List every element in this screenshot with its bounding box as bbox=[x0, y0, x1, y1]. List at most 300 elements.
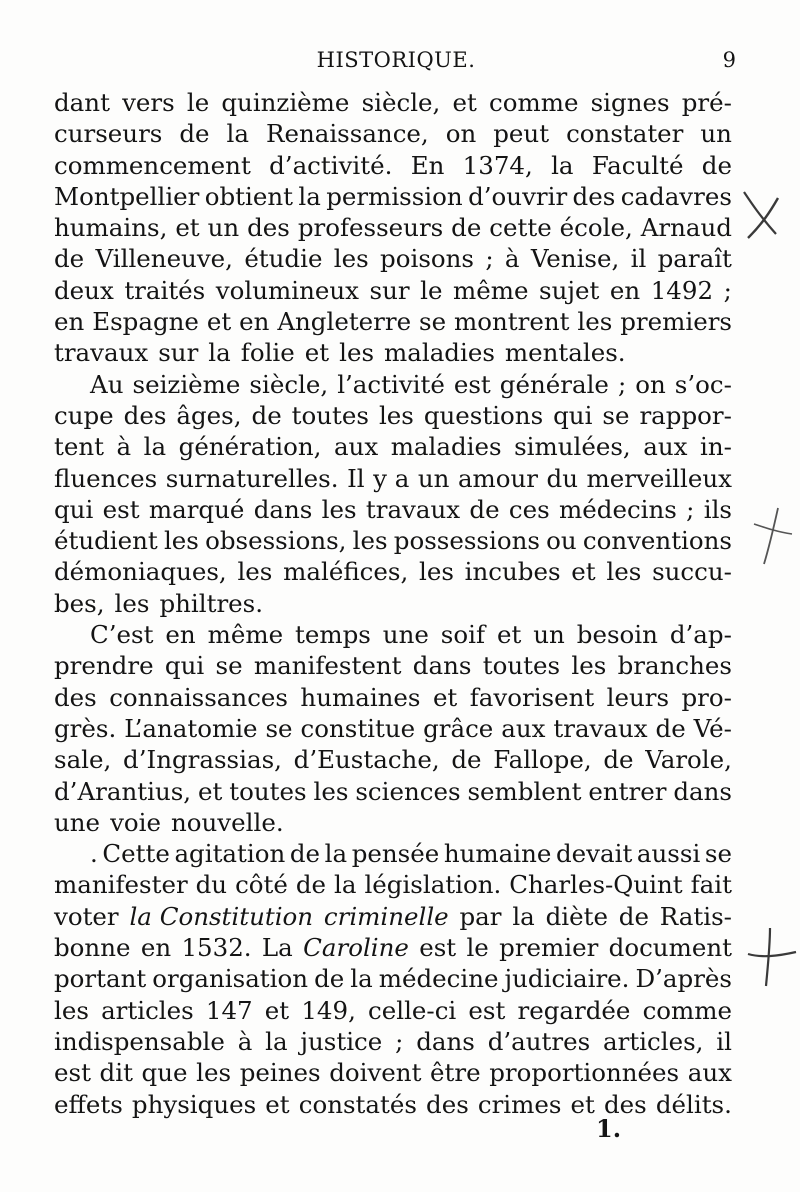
word: aux bbox=[643, 432, 688, 462]
word: commencement bbox=[54, 150, 251, 180]
word: qui bbox=[54, 494, 94, 524]
word: nouvelle. bbox=[171, 807, 284, 837]
word: Montpellier bbox=[54, 181, 200, 211]
word: effets bbox=[54, 1089, 123, 1119]
word: se bbox=[419, 307, 447, 337]
word: et bbox=[571, 557, 596, 587]
word: aux bbox=[501, 713, 546, 743]
word: les bbox=[114, 588, 150, 618]
word: est bbox=[468, 995, 506, 1025]
word: côté bbox=[235, 870, 288, 900]
word: de bbox=[469, 494, 500, 524]
word: Venise, bbox=[530, 244, 620, 274]
word: Au bbox=[90, 369, 124, 399]
word: criminelle bbox=[323, 901, 449, 931]
word: premiers bbox=[620, 307, 732, 337]
word: quinzième bbox=[221, 88, 350, 117]
word: maladies bbox=[384, 338, 495, 368]
word: d’activité. bbox=[269, 150, 393, 180]
word: les bbox=[321, 494, 357, 524]
text-line bbox=[54, 213, 732, 244]
word: délits. bbox=[655, 1089, 732, 1119]
word: de bbox=[295, 870, 327, 900]
word: tent bbox=[54, 432, 104, 462]
word: siècle, bbox=[361, 88, 441, 117]
word: d’autres bbox=[487, 1026, 591, 1056]
word: dans bbox=[416, 1026, 475, 1056]
word: besoin bbox=[576, 620, 658, 650]
word: que bbox=[141, 1058, 188, 1088]
word: aux bbox=[687, 1058, 732, 1088]
word: se bbox=[215, 651, 243, 681]
word: indispensable bbox=[54, 1026, 225, 1056]
word: sur bbox=[369, 275, 410, 305]
word: soif bbox=[440, 620, 486, 650]
word: amour bbox=[457, 463, 539, 493]
word: humaine bbox=[443, 839, 552, 869]
word: des bbox=[426, 1089, 469, 1119]
word: manifestent bbox=[253, 651, 402, 681]
word: ou bbox=[546, 526, 577, 556]
text-line bbox=[54, 902, 732, 933]
word: les bbox=[333, 244, 369, 274]
word: conventions bbox=[582, 526, 732, 556]
word: bonne bbox=[54, 933, 131, 963]
word: dans bbox=[253, 494, 313, 524]
word: et bbox=[432, 682, 458, 712]
word: ils bbox=[703, 494, 732, 524]
word: des bbox=[54, 682, 97, 712]
word: agitation bbox=[174, 839, 286, 869]
word: surnaturelles. bbox=[165, 463, 339, 493]
word: vers bbox=[122, 88, 175, 117]
word: il bbox=[716, 1026, 732, 1056]
word: sale, bbox=[54, 745, 112, 775]
word: des bbox=[123, 400, 167, 430]
text-line bbox=[54, 1027, 732, 1058]
word: articles, bbox=[603, 1026, 704, 1056]
word: une bbox=[382, 620, 429, 650]
word: comme bbox=[642, 995, 732, 1025]
word: âges, bbox=[176, 400, 242, 430]
word: mentales. bbox=[504, 338, 626, 368]
word: de bbox=[179, 119, 210, 149]
word: aux bbox=[333, 432, 379, 462]
word: permission bbox=[326, 181, 463, 211]
word: se bbox=[265, 713, 293, 743]
word: grès. bbox=[54, 713, 117, 743]
word: 1492 bbox=[650, 275, 714, 305]
word: comme bbox=[489, 88, 579, 117]
word: est bbox=[419, 933, 457, 963]
word: branches bbox=[617, 651, 732, 681]
word: ces bbox=[508, 494, 550, 524]
word: et bbox=[206, 307, 232, 337]
word: la bbox=[551, 150, 574, 180]
word: du bbox=[546, 463, 579, 493]
word: en bbox=[54, 307, 85, 337]
word: maléfices, bbox=[283, 557, 409, 587]
word: la bbox=[512, 901, 535, 931]
word: de bbox=[618, 901, 649, 931]
word: dit bbox=[99, 1058, 133, 1088]
word: qui bbox=[553, 400, 593, 430]
word: en bbox=[165, 620, 196, 650]
word: Caroline bbox=[303, 933, 409, 963]
text-line bbox=[54, 996, 732, 1027]
word: 149, bbox=[301, 995, 356, 1025]
word: et bbox=[304, 338, 330, 368]
word: on bbox=[635, 369, 666, 399]
word: manifester bbox=[54, 870, 188, 900]
word: la bbox=[265, 1026, 288, 1056]
word: et bbox=[265, 1089, 290, 1119]
text-line bbox=[54, 119, 732, 150]
word: aussi bbox=[636, 839, 701, 869]
word: étudie bbox=[244, 244, 323, 274]
word: 1532. bbox=[181, 933, 252, 963]
word: y a bbox=[373, 463, 410, 493]
word: montrent bbox=[454, 307, 570, 337]
text-line bbox=[54, 432, 732, 463]
word: par bbox=[459, 901, 502, 931]
text-line bbox=[54, 276, 732, 307]
word: les bbox=[606, 557, 642, 587]
word: les bbox=[237, 557, 273, 587]
word: du bbox=[195, 870, 228, 900]
word: école, bbox=[559, 213, 633, 243]
word: En bbox=[410, 150, 445, 180]
word: ; bbox=[723, 275, 732, 305]
word: ; bbox=[617, 369, 627, 399]
word: on bbox=[445, 119, 477, 149]
word: la bbox=[208, 338, 231, 368]
word: seizième bbox=[132, 369, 241, 399]
word: est bbox=[102, 494, 140, 524]
word: professeurs bbox=[297, 213, 444, 243]
word: cadavres bbox=[620, 181, 732, 211]
word: toutes bbox=[229, 776, 307, 806]
text-line bbox=[54, 870, 732, 901]
word: peut bbox=[493, 119, 550, 149]
word: à bbox=[504, 244, 520, 274]
text-line bbox=[54, 933, 732, 964]
word: les bbox=[571, 651, 607, 681]
word: Vé- bbox=[693, 713, 732, 743]
word: de bbox=[251, 400, 282, 430]
word: deux bbox=[54, 275, 114, 305]
word: proportionnées bbox=[489, 1058, 680, 1088]
text-line bbox=[54, 1058, 732, 1089]
word: et bbox=[570, 1089, 595, 1119]
word: de bbox=[603, 745, 634, 775]
word: médecins bbox=[559, 494, 677, 524]
word: Espagne bbox=[92, 307, 199, 337]
word: constater bbox=[566, 119, 684, 149]
word: de bbox=[701, 150, 732, 180]
word: peines bbox=[239, 1058, 321, 1088]
text-line bbox=[54, 714, 732, 745]
word: siècle, bbox=[249, 369, 329, 399]
word: voter bbox=[54, 901, 119, 931]
word: favorisent bbox=[469, 682, 595, 712]
word: L’anatomie bbox=[124, 713, 258, 743]
word: organisation bbox=[152, 964, 309, 994]
word: La bbox=[261, 933, 293, 963]
word: Il bbox=[347, 463, 365, 493]
word: et bbox=[264, 995, 290, 1025]
word: obtient bbox=[204, 181, 293, 211]
word: maladies bbox=[390, 432, 502, 462]
running-title: HISTORIQUE. bbox=[316, 48, 476, 72]
word: leurs bbox=[606, 682, 670, 712]
word: Fallope, bbox=[493, 745, 592, 775]
text-line bbox=[54, 683, 732, 714]
word: fluences bbox=[54, 463, 158, 493]
word: Ratis- bbox=[659, 901, 732, 931]
text-line bbox=[54, 745, 732, 776]
word: même bbox=[453, 275, 529, 305]
word: D’après bbox=[635, 964, 732, 994]
word: à bbox=[116, 432, 132, 462]
text-line bbox=[54, 464, 732, 495]
word: les bbox=[378, 400, 414, 430]
word: génération, bbox=[178, 432, 322, 462]
word: un bbox=[417, 463, 450, 493]
word: d’ap- bbox=[669, 620, 732, 650]
word: Charles-Quint bbox=[509, 870, 683, 900]
text-line bbox=[54, 620, 732, 651]
word: la bbox=[324, 839, 348, 869]
word: Renaissance, bbox=[266, 119, 429, 149]
word: paraît bbox=[657, 244, 732, 274]
word: Angleterre bbox=[277, 307, 412, 337]
word: volumineux bbox=[215, 275, 359, 305]
word: toutes bbox=[482, 651, 561, 681]
word: il bbox=[630, 244, 647, 274]
word: la bbox=[350, 964, 373, 994]
word: fait bbox=[690, 870, 732, 900]
word: poisons bbox=[380, 244, 474, 274]
word: merveilleux bbox=[586, 463, 732, 493]
word: et bbox=[198, 776, 223, 806]
word: d’Eustache, bbox=[293, 745, 440, 775]
word: 1374, bbox=[462, 150, 533, 180]
word: la Constitution bbox=[129, 901, 314, 931]
text-line bbox=[54, 526, 732, 557]
word: les bbox=[163, 526, 199, 556]
word: est bbox=[453, 369, 491, 399]
word: justice bbox=[300, 1026, 383, 1056]
word: devait bbox=[556, 839, 633, 869]
word: Villeneuve, bbox=[95, 244, 233, 274]
word: dant bbox=[54, 88, 110, 117]
word: la bbox=[334, 870, 357, 900]
word: en bbox=[609, 275, 641, 305]
text-line bbox=[54, 964, 732, 995]
word: bes, bbox=[54, 588, 105, 618]
word: de bbox=[54, 244, 85, 274]
word: articles bbox=[101, 995, 194, 1025]
margin-cross-mark-3 bbox=[744, 924, 798, 990]
page-number: 9 bbox=[722, 48, 736, 72]
word: cupe bbox=[54, 400, 114, 430]
word: pré- bbox=[681, 88, 732, 117]
word: folie bbox=[240, 338, 295, 368]
word: 147 bbox=[205, 995, 253, 1025]
word: la bbox=[298, 181, 321, 211]
word: humains, bbox=[54, 213, 168, 243]
word: législation. bbox=[364, 870, 502, 900]
word: l’activité bbox=[337, 369, 445, 399]
text-line bbox=[54, 88, 732, 119]
word: diète bbox=[545, 901, 608, 931]
word: à bbox=[237, 1026, 253, 1056]
word: travaux bbox=[553, 713, 648, 743]
word: obsessions, bbox=[205, 526, 347, 556]
word: premier bbox=[499, 933, 599, 963]
word: médecine bbox=[378, 964, 499, 994]
text-line bbox=[54, 182, 732, 213]
word: les bbox=[339, 338, 375, 368]
word: sciences bbox=[355, 776, 461, 806]
word: des bbox=[247, 213, 290, 243]
word: le bbox=[466, 933, 489, 963]
text-line bbox=[54, 589, 732, 620]
word: une bbox=[54, 807, 101, 837]
word: est bbox=[54, 1058, 91, 1088]
margin-cross-mark-2 bbox=[748, 504, 796, 568]
word: philtres. bbox=[159, 588, 264, 618]
word: les bbox=[577, 307, 613, 337]
word: questions bbox=[423, 400, 544, 430]
word: ; bbox=[686, 494, 695, 524]
word: constitue bbox=[300, 713, 416, 743]
word: semblent bbox=[467, 776, 582, 806]
word: curseurs bbox=[54, 119, 163, 149]
word: humaines bbox=[300, 682, 421, 712]
word: sujet bbox=[539, 275, 600, 305]
word: la bbox=[226, 119, 249, 149]
text-line bbox=[54, 370, 732, 401]
word: Faculté bbox=[591, 150, 684, 180]
margin-cross-mark-1 bbox=[738, 186, 788, 246]
word: incubes bbox=[464, 557, 561, 587]
word: signes bbox=[590, 88, 670, 117]
word: constatés bbox=[298, 1089, 417, 1119]
word: en bbox=[239, 307, 270, 337]
word: possessions bbox=[393, 526, 540, 556]
word: in- bbox=[699, 432, 732, 462]
word: rappor- bbox=[639, 400, 732, 430]
word: document bbox=[608, 933, 732, 963]
running-head bbox=[56, 44, 736, 78]
word: un bbox=[207, 213, 240, 243]
word: être bbox=[430, 1058, 481, 1088]
word: marqué bbox=[148, 494, 245, 524]
word: de bbox=[655, 713, 686, 743]
word: crimes bbox=[477, 1089, 562, 1119]
word: d’Ingrassias, bbox=[123, 745, 282, 775]
word: de bbox=[451, 213, 482, 243]
text-line bbox=[54, 777, 732, 808]
word: succu- bbox=[652, 557, 732, 587]
word: pensée bbox=[351, 839, 440, 869]
word: dans bbox=[412, 651, 472, 681]
word: grâce bbox=[423, 713, 494, 743]
word: les bbox=[313, 776, 349, 806]
word: de bbox=[289, 839, 321, 869]
word: les bbox=[419, 557, 454, 587]
word: doivent bbox=[329, 1058, 422, 1088]
word: travaux bbox=[54, 338, 149, 368]
word: un bbox=[533, 620, 565, 650]
word: temps bbox=[295, 620, 371, 650]
word: physiques bbox=[131, 1089, 257, 1119]
text-line bbox=[54, 651, 732, 682]
word: démoniaques, bbox=[54, 557, 227, 587]
text-line bbox=[54, 151, 732, 182]
word: générale bbox=[499, 369, 609, 399]
text-line bbox=[54, 1090, 732, 1121]
word: traités bbox=[124, 275, 206, 305]
word: celle-ci bbox=[368, 995, 457, 1025]
text-line bbox=[54, 557, 732, 588]
word: s’oc- bbox=[674, 369, 732, 399]
word: simulées, bbox=[514, 432, 631, 462]
word: un bbox=[700, 119, 732, 149]
word: portant bbox=[54, 964, 147, 994]
word: et bbox=[175, 213, 200, 243]
word: connaissances bbox=[109, 682, 288, 712]
word: ; bbox=[485, 244, 494, 274]
signature-mark: 1. bbox=[596, 1114, 622, 1143]
text-line bbox=[54, 244, 732, 275]
word: voie bbox=[110, 807, 161, 837]
word: judiciaire. bbox=[504, 964, 630, 994]
word: Varole, bbox=[645, 745, 732, 775]
word: Cette bbox=[102, 839, 170, 869]
word: de bbox=[451, 745, 482, 775]
word: regardée bbox=[517, 995, 631, 1025]
body-text bbox=[54, 88, 732, 1121]
word: et bbox=[452, 88, 477, 117]
word: sur bbox=[158, 338, 199, 368]
word: les bbox=[352, 526, 388, 556]
text-line bbox=[54, 839, 732, 870]
word: la bbox=[143, 432, 167, 462]
word: des bbox=[604, 1089, 647, 1119]
word: se bbox=[602, 400, 630, 430]
word: les bbox=[54, 995, 89, 1025]
text-line bbox=[54, 495, 732, 526]
word: le bbox=[186, 88, 210, 117]
word: les bbox=[196, 1058, 232, 1088]
word: travaux bbox=[365, 494, 461, 524]
word: d’Arantius, bbox=[54, 776, 192, 806]
word: Arnaud bbox=[640, 213, 732, 243]
word: prendre bbox=[54, 651, 154, 681]
word: d’ouvrir bbox=[468, 181, 568, 211]
word: le bbox=[420, 275, 443, 305]
word: de bbox=[314, 964, 345, 994]
word: étudient bbox=[54, 526, 158, 556]
word: se bbox=[704, 839, 732, 869]
word: cette bbox=[489, 213, 552, 243]
text-line bbox=[54, 401, 732, 432]
word: entrer bbox=[588, 776, 667, 806]
word: pro- bbox=[681, 682, 732, 712]
